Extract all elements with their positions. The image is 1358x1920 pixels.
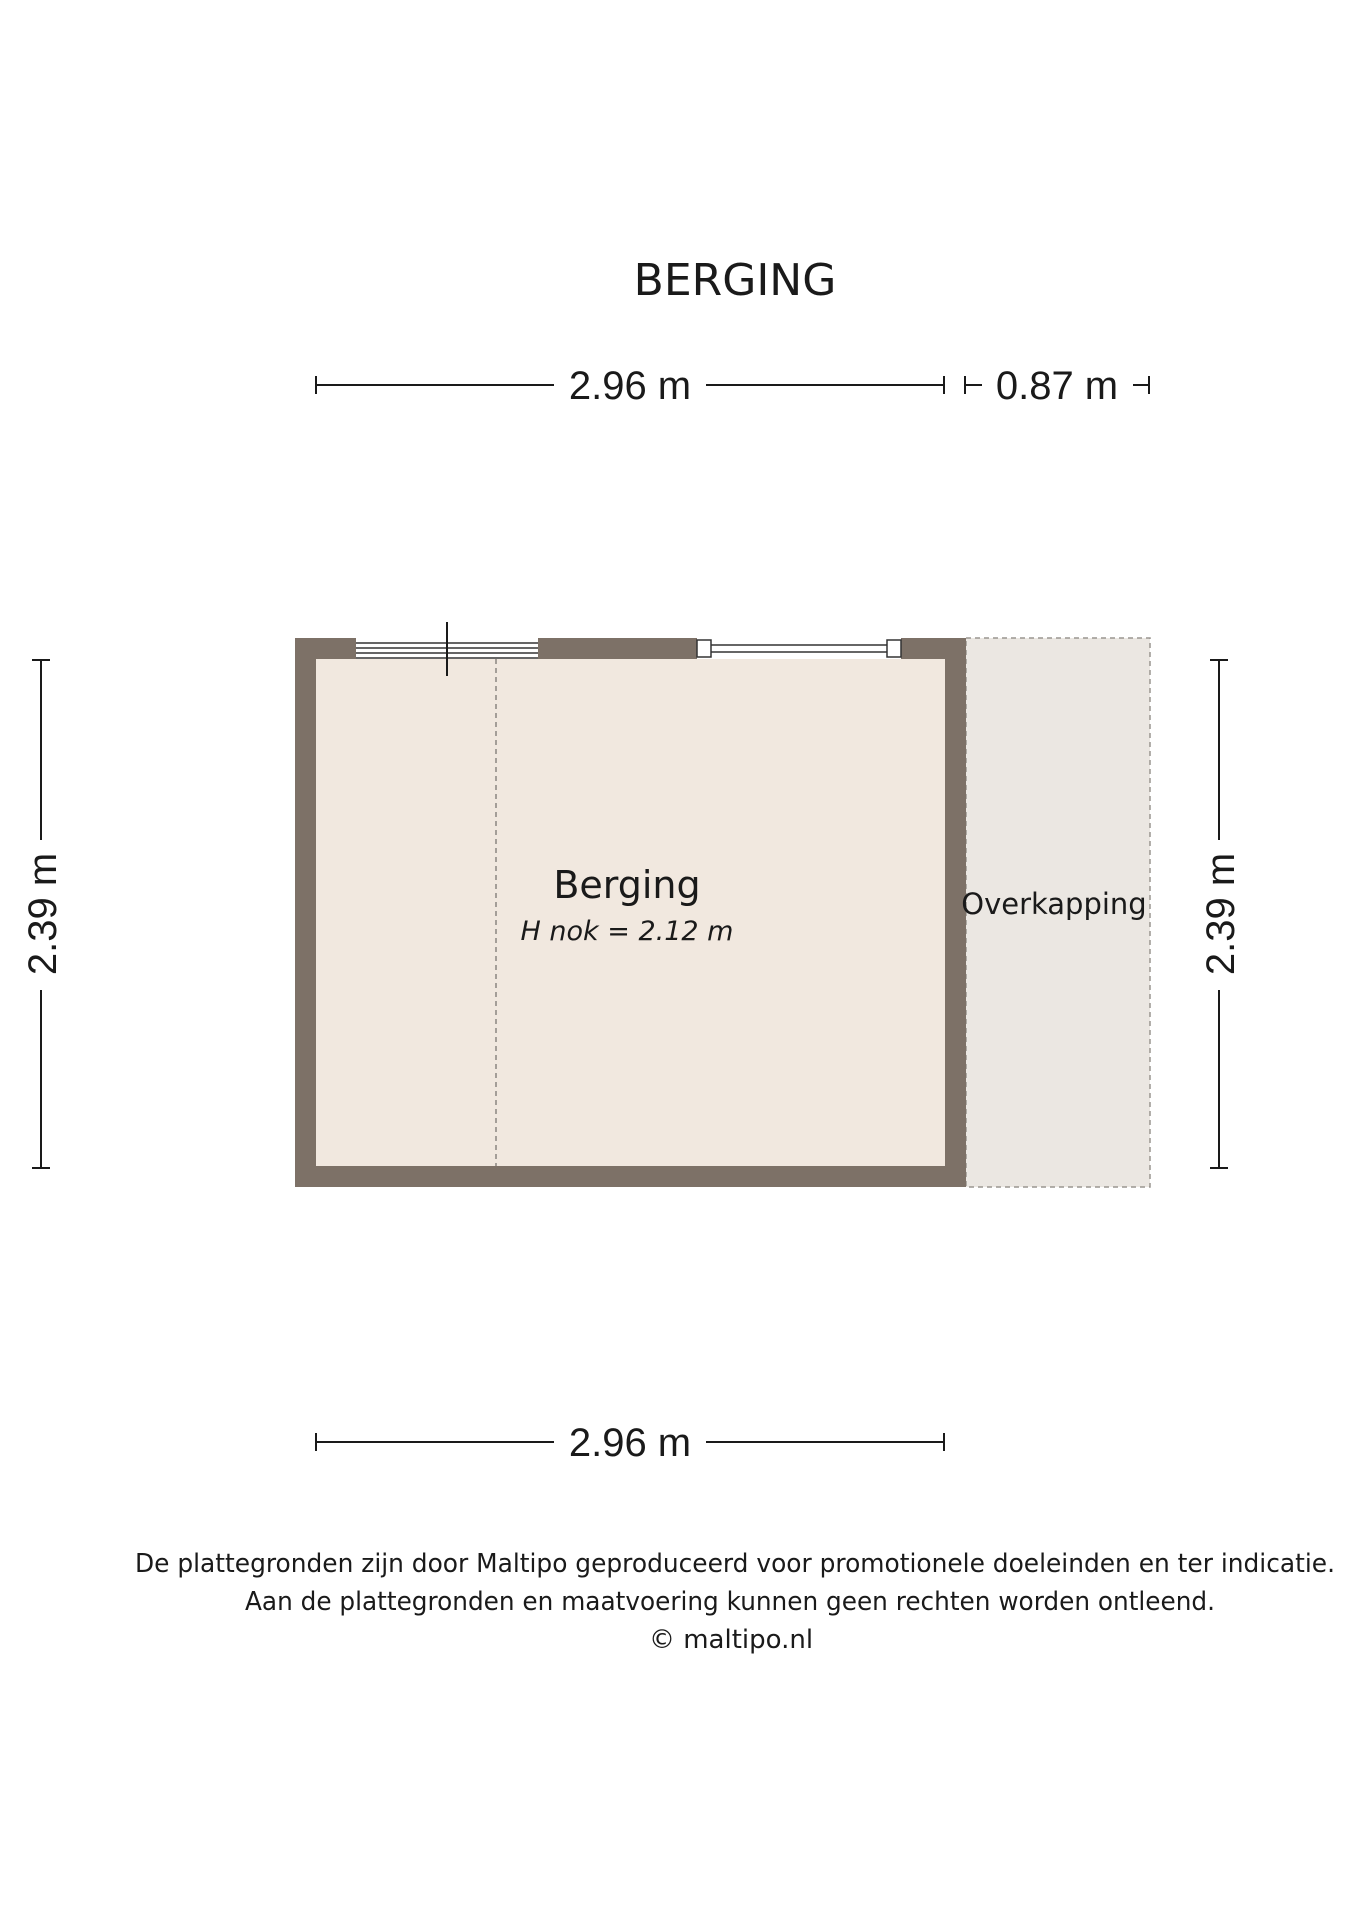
footer-disclaimer-line1: De plattegronden zijn door Maltipo geproduceerd voor promotionele doeleinden en ter indicatie.: [135, 1549, 1335, 1579]
room-floor: [316, 659, 945, 1166]
dimension-top-main: [316, 364, 944, 408]
room-height-label: H nok = 2.12 m: [520, 916, 734, 947]
room-name-overkapping: Overkapping: [961, 887, 1147, 921]
dimension-top-overhang-label: 0.87 m: [995, 364, 1119, 408]
dimension-bottom-label: 2.96 m: [568, 1421, 692, 1465]
footer-copyright: © maltipo.nl: [648, 1625, 814, 1655]
window-right: [697, 638, 901, 659]
dimension-left: [21, 660, 65, 1168]
dimension-right: [1199, 660, 1243, 1168]
dimension-bottom: [316, 1421, 944, 1465]
page-title: BERGING: [633, 255, 837, 306]
dimension-top-main-label: 2.96 m: [568, 364, 692, 408]
footer-disclaimer-line2: Aan de plattegronden en maatvoering kunnen geen rechten worden ontleend.: [245, 1587, 1215, 1617]
room-name-berging: Berging: [553, 863, 701, 907]
dimension-left-label: 2.39 m: [21, 852, 65, 976]
dimension-top-overhang: [965, 364, 1149, 408]
dimension-right-label: 2.39 m: [1199, 852, 1243, 976]
